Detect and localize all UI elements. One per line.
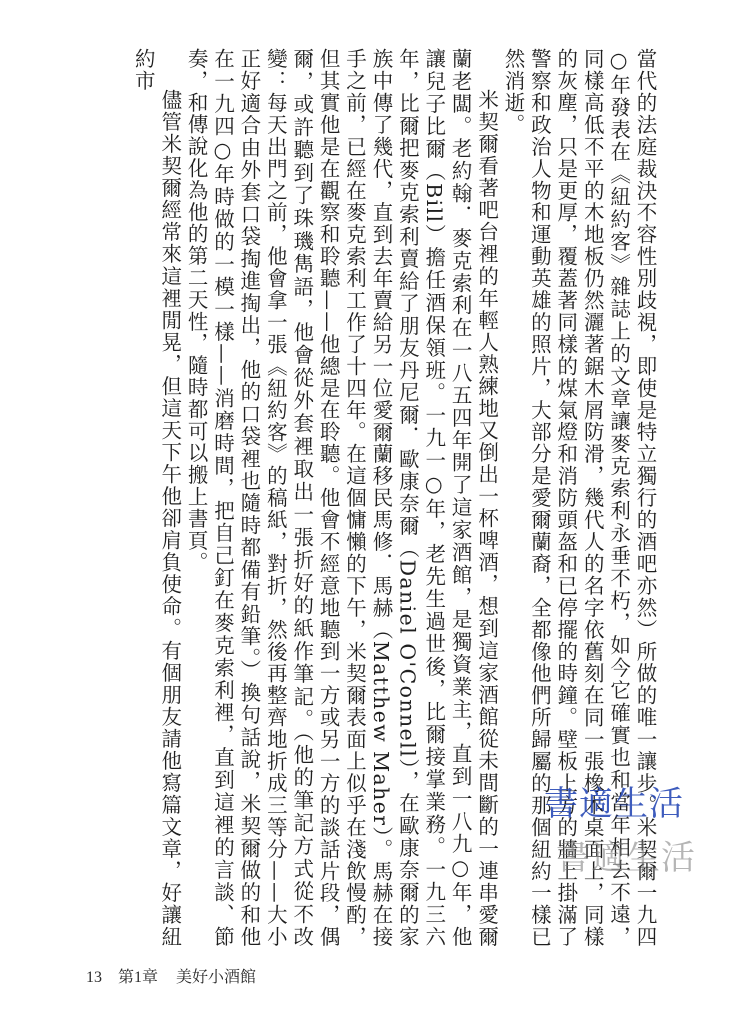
paragraph-continued: 當代的法庭裁決不容性別歧視，即使是特立獨行的酒吧亦然）所做的唯一讓步。米契爾一九四○年發表在《紐約客》雜誌上的文章讓麥克索利永垂不朽，如今它確實也和當年相去不遠，同樣高低不平的木地板仍然灑著鋸木屑防滑，幾代人的名字依舊刻在同一張橡木桌面上，同樣的灰塵，只是更厚，覆蓋著同樣的煤氣燈和消防頭盔和已停擺的時鐘。壁板上方的牆上掛滿了警察和政治人物和運動英雄的照片，大部分是愛爾蘭裔，全都像他們所歸屬的那個紐約一樣已然消逝。 bbox=[500, 48, 657, 948]
chapter-title: 美好小酒館 bbox=[176, 969, 257, 986]
page-number: 13 bbox=[86, 969, 102, 986]
page-footer bbox=[86, 964, 256, 987]
body-text bbox=[68, 48, 658, 948]
watermark-primary: 書適生活 bbox=[544, 784, 684, 824]
paragraph-mission: 儘管米契爾經常來這裡閒晃，但這天下午他卻肩負使命。有個朋友請他寫篇文章，好讓紐約市 bbox=[131, 48, 182, 948]
paragraph-mitchell-observing: 米契爾看著吧台裡的年輕人熟練地又倒出一杯啤酒，想到這家酒館從未間斷的一連串愛爾蘭老闆。老約翰．麥克索利在一八五四年開了這家酒館，是獨資業主，直到一八九○年，他讓兒子比爾（Bill）擔任酒保領班。一九一○年，老先生過世後，比爾接掌業務。一九三六年，比爾把麥克索利賣給了朋友丹尼爾．歐康奈爾（Daniel O'Connell），在歐康奈爾的家族中傳了幾代，直到去年賣給另一位愛爾蘭移民馬修．馬赫（Matthew Maher）。馬赫在接手之前，已經在麥克索利工作了十四年。在這個慵懶的下午，米契爾表面上似乎在淺飲慢酌，但其實他是在觀察和聆聽——他總是在聆聽。他會不經意地聽到一方或另一方的談話片段，偶爾，或許聽到了珠璣雋語，他會從外套裡取出一張折好的紙作筆記。（他的筆記方式從不改變：每天出門之前，他會拿一張《紐約客》的稿紙，對折，然後再整齊地折成三等分——大小正好適合由外套口袋掏進掏出，他的口袋裡也隨時都備有鉛筆。）換句話說，米契爾做的和他在一九四○年時做的一模一樣——消磨時間，把自己釘在麥克索利裡，直到這裡的言談、節奏，和傳說化為他的第二天性，隨時都可以搬上書頁。 bbox=[184, 48, 499, 948]
watermark-secondary: 書適生活 bbox=[556, 838, 696, 878]
chapter-number: 第1章 bbox=[118, 969, 159, 986]
